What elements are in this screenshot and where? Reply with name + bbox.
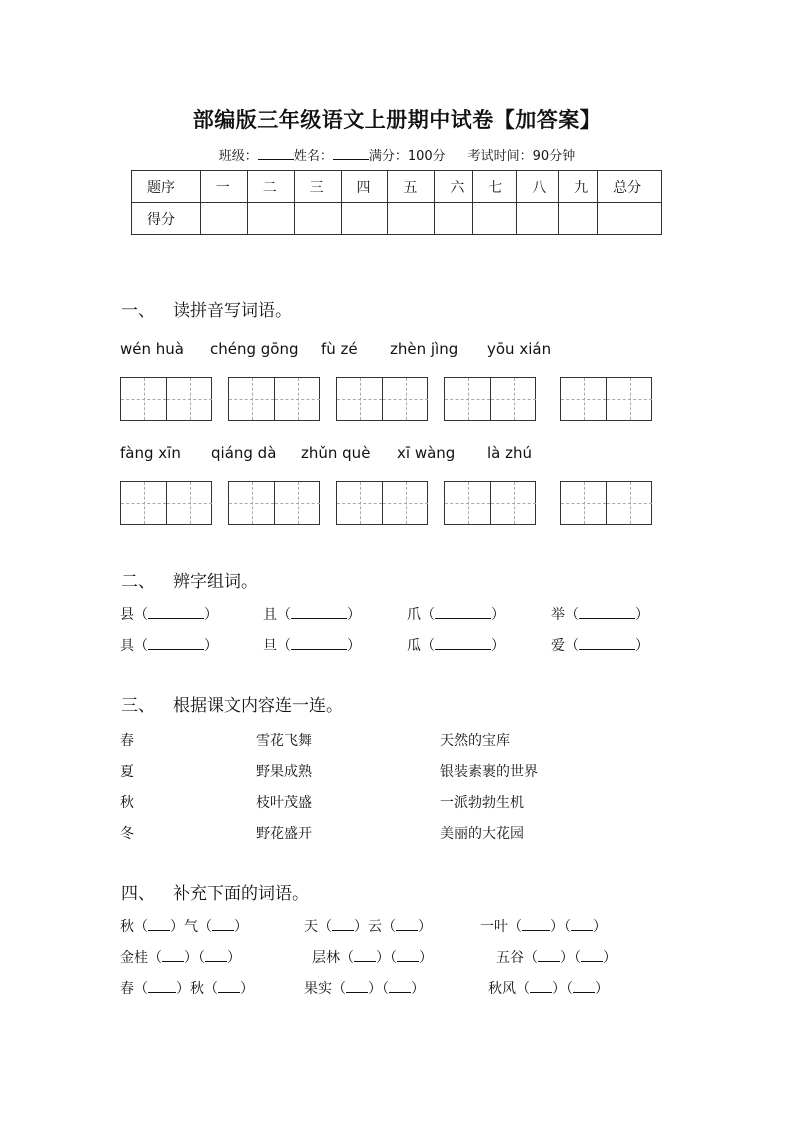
score-cell[interactable] — [559, 203, 598, 235]
season-item[interactable]: 夏 — [120, 764, 134, 780]
score-header: 九 — [559, 171, 598, 203]
score-cell[interactable] — [388, 203, 435, 235]
class-label: 班级： — [218, 149, 258, 164]
writing-grid[interactable] — [120, 377, 212, 421]
pinyin-9: xī wàng — [397, 444, 456, 462]
pinyin-1: wén huà — [120, 340, 184, 358]
scene-item[interactable]: 野花盛开 — [256, 826, 312, 842]
section-3-heading — [121, 691, 343, 716]
word-item: 瓜（ ） — [407, 638, 505, 654]
word-item: 举（ ） — [551, 607, 649, 623]
idiom-item: 金桂（ ）（ ） — [120, 950, 241, 966]
writing-grid[interactable] — [228, 481, 320, 525]
writing-grid[interactable] — [228, 377, 320, 421]
word-item: 爱（ ） — [551, 638, 649, 654]
idiom-item: 秋（ ）气（ ） — [120, 919, 248, 935]
word-item: 爪（ ） — [407, 607, 505, 623]
score-cell[interactable] — [517, 203, 559, 235]
section-4-title: 补充下面的词语。 — [173, 884, 309, 904]
pinyin-7: qiáng dà — [211, 444, 277, 462]
section-4-number: 四、 — [121, 884, 155, 904]
score-header: 四 — [341, 171, 388, 203]
section-2-title: 辨字组词。 — [173, 572, 258, 592]
score-cell[interactable] — [598, 203, 662, 235]
pinyin-5: yōu xián — [487, 340, 552, 358]
pinyin-6: fàng xīn — [120, 444, 181, 462]
section-1-number: 一、 — [121, 301, 155, 321]
full-score: 满分：100分 — [368, 149, 446, 164]
writing-grid[interactable] — [336, 481, 428, 525]
season-item[interactable]: 秋 — [120, 795, 134, 811]
word-item: 且（ ） — [263, 607, 361, 623]
name-label: 姓名： — [293, 149, 333, 164]
writing-grid[interactable] — [336, 377, 428, 421]
section-3-number: 三、 — [121, 696, 155, 716]
description-item[interactable]: 美丽的大花园 — [440, 826, 524, 842]
scene-item[interactable]: 雪花飞舞 — [256, 733, 312, 749]
idiom-item: 秋风（ ）（ ） — [488, 981, 609, 997]
writing-grid[interactable] — [120, 481, 212, 525]
section-1-heading — [121, 296, 292, 321]
exam-info-line — [0, 145, 794, 164]
season-item[interactable]: 冬 — [120, 826, 134, 842]
word-item: 县（ ） — [120, 607, 218, 623]
scene-item[interactable]: 枝叶茂盛 — [256, 795, 312, 811]
score-header: 二 — [247, 171, 294, 203]
score-header: 三 — [294, 171, 341, 203]
score-header: 七 — [473, 171, 517, 203]
pinyin-2: chéng gōng — [210, 340, 299, 358]
score-header: 题序 — [132, 171, 201, 203]
season-item[interactable]: 春 — [120, 733, 134, 749]
writing-grid[interactable] — [560, 481, 652, 525]
score-cell[interactable] — [200, 203, 247, 235]
score-header: 六 — [435, 171, 473, 203]
score-table-score-row — [132, 203, 662, 235]
class-blank[interactable] — [258, 147, 294, 160]
pinyin-8: zhǔn què — [301, 444, 371, 462]
pinyin-10: là zhú — [487, 444, 533, 462]
section-3-title: 根据课文内容连一连。 — [173, 696, 343, 716]
word-item: 具（ ） — [120, 638, 218, 654]
score-cell[interactable] — [341, 203, 388, 235]
idiom-item: 果实（ ）（ ） — [304, 981, 425, 997]
section-1-title: 读拼音写词语。 — [173, 301, 292, 321]
score-cell[interactable] — [294, 203, 341, 235]
description-item[interactable]: 银装素裹的世界 — [440, 764, 538, 780]
name-blank[interactable] — [333, 147, 369, 160]
idiom-item: 一叶（ ）（ ） — [480, 919, 607, 935]
writing-grid[interactable] — [444, 481, 536, 525]
score-cell[interactable] — [247, 203, 294, 235]
writing-grid[interactable] — [560, 377, 652, 421]
exam-time: 考试时间：90分钟 — [467, 149, 576, 164]
score-header: 一 — [200, 171, 247, 203]
score-row-label: 得分 — [132, 203, 201, 235]
score-header: 总分 — [598, 171, 662, 203]
score-cell[interactable] — [473, 203, 517, 235]
score-table-header-row — [132, 171, 662, 203]
score-table — [131, 170, 662, 235]
idiom-item: 天（ ）云（ ） — [304, 919, 432, 935]
description-item[interactable]: 一派勃勃生机 — [440, 795, 524, 811]
pinyin-4: zhèn jìng — [390, 340, 459, 358]
pinyin-3: fù zé — [321, 340, 358, 358]
section-4-heading — [121, 879, 309, 904]
section-2-heading — [121, 567, 258, 592]
description-item[interactable]: 天然的宝库 — [440, 733, 510, 749]
idiom-item: 春（ ）秋（ ） — [120, 981, 254, 997]
score-cell[interactable] — [435, 203, 473, 235]
score-header: 八 — [517, 171, 559, 203]
section-2-number: 二、 — [121, 572, 155, 592]
page-title: 部编版三年级语文上册期中试卷【加答案】 — [192, 108, 602, 132]
word-item: 旦（ ） — [263, 638, 361, 654]
scene-item[interactable]: 野果成熟 — [256, 764, 312, 780]
writing-grid[interactable] — [444, 377, 536, 421]
idiom-item: 层林（ ）（ ） — [312, 950, 433, 966]
score-header: 五 — [388, 171, 435, 203]
idiom-item: 五谷（ ）（ ） — [496, 950, 617, 966]
